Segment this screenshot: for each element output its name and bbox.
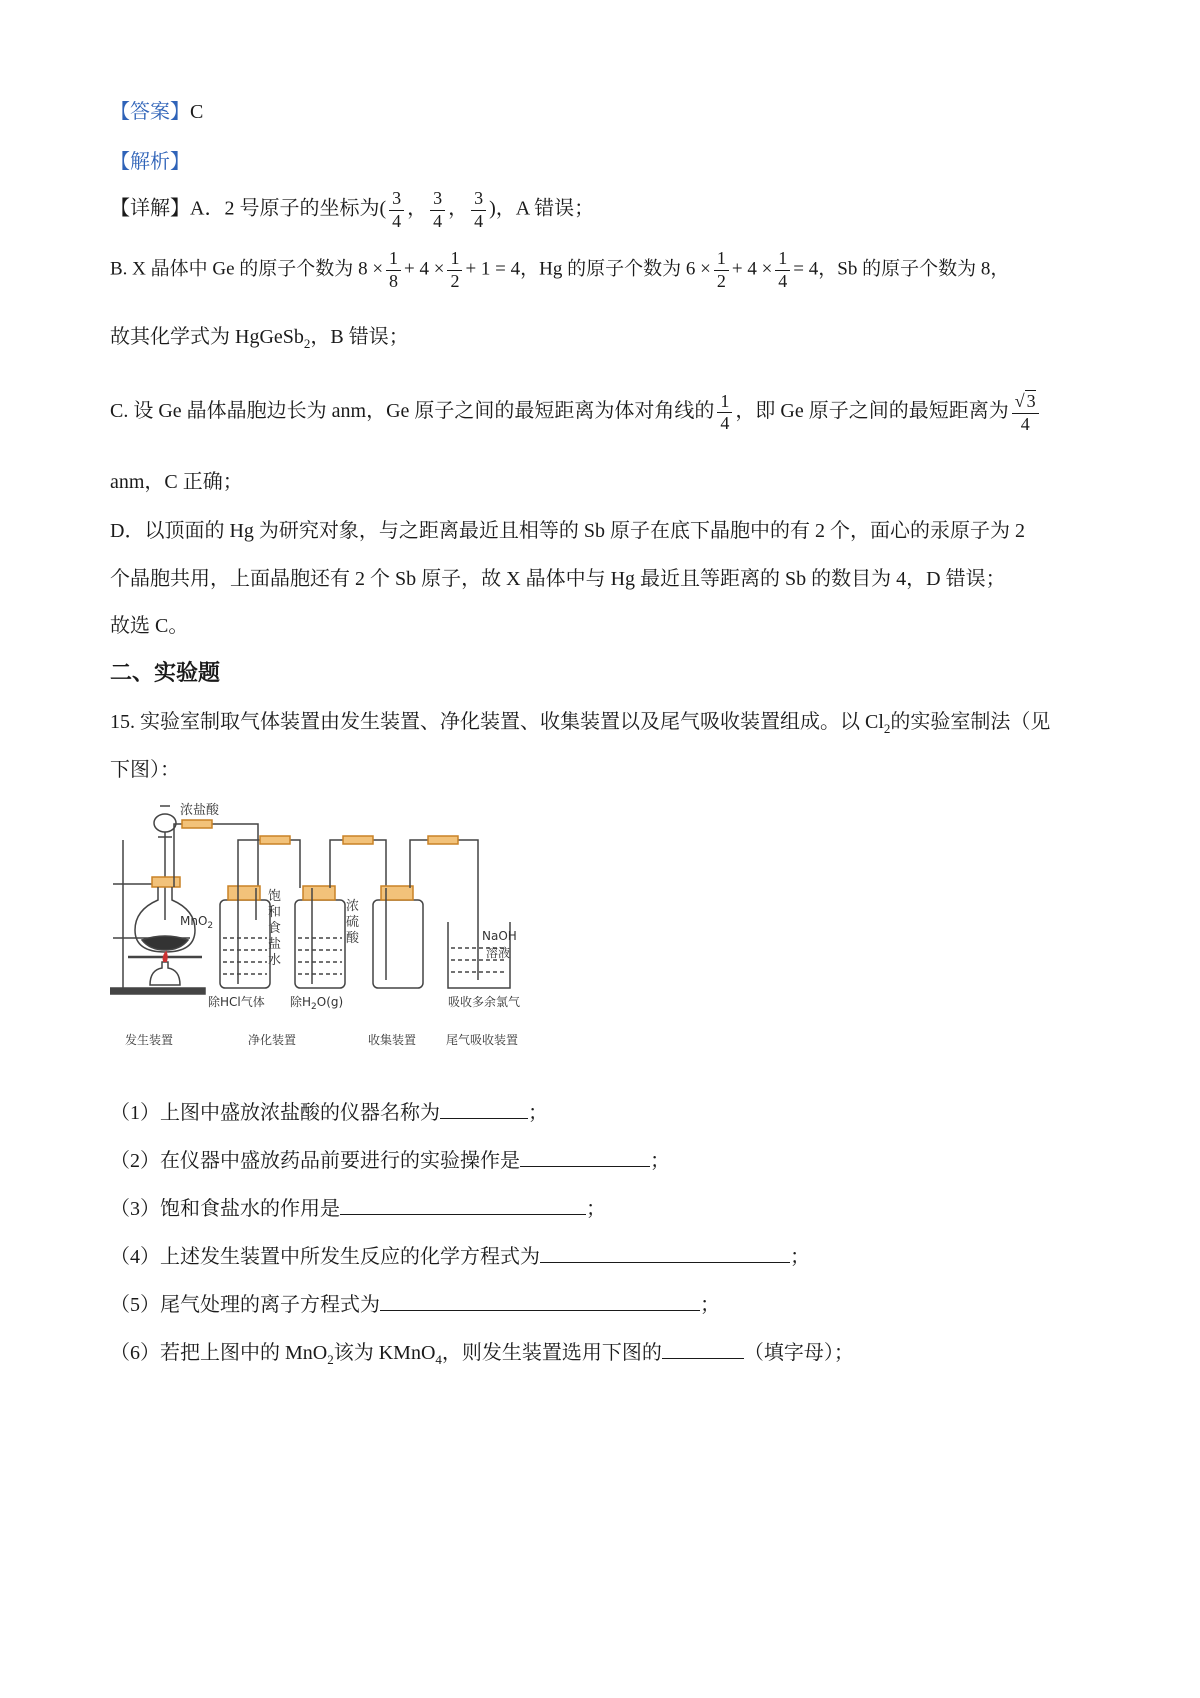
question-5: （5）尾气处理的离子方程式为 ； <box>110 1294 720 1316</box>
analysis-tag: 【解析】 <box>110 151 190 173</box>
detail-d-line2: 个晶胞共用，上面晶胞还有 2 个 Sb 原子，故 X 晶体中与 Hg 最近且等距离的 Sb 的数目为 4，D 错误； <box>110 568 1006 590</box>
caption-remove-hcl: 除HCl气体 <box>208 995 265 1009</box>
answer-blank-6[interactable] <box>662 1340 744 1359</box>
detail-b-line1: B. X 晶体中 Ge 的原子个数为 8 × $\frac{1}{8}$ + 4 × $\frac{1}{2}$ + 1 = 4，Hg 的原子个数为 6 × $\frac{1}{2}$ + 4 × $\frac{1}{4}$ = 4，Sb 的原子个数为 8， <box>110 248 1010 291</box>
stopper <box>152 877 180 887</box>
section-title: 二、实验题 <box>110 660 221 685</box>
label-naoh: NaOH <box>482 929 517 943</box>
fraction: $\frac{3}{4}$ <box>389 188 404 232</box>
conclusion: 故选 C。 <box>110 615 189 637</box>
label-mno2: MnO$_2$ <box>180 914 214 931</box>
answer-tag: 【答案】 <box>110 101 190 123</box>
stand-base <box>110 988 205 994</box>
vertical-label-char: 水 <box>268 953 282 968</box>
detail-tag: 【详解】 <box>110 197 190 220</box>
answer-blank-2[interactable] <box>520 1148 650 1167</box>
vertical-label-char: 酸 <box>346 931 360 946</box>
fraction: $\frac{1}{4}$ <box>775 248 790 292</box>
detail-a-line: 【详解】A．2 号原子的坐标为( $\frac{3}{4}$ ， $\frac{3}{4}$ ， $\frac{3}{4}$ )，A 错误； <box>110 188 595 231</box>
vertical-label-char: 盐 <box>268 937 282 952</box>
fraction: $\frac{1}{2}$ <box>447 248 462 292</box>
label-hydrochloric-acid: 浓盐酸 <box>180 803 220 818</box>
cl2-apparatus-figure <box>110 800 590 1070</box>
rubber-tube <box>182 820 212 828</box>
section-generator: 发生装置 <box>125 1033 174 1047</box>
detail-c-line2: anm，C 正确； <box>110 471 243 493</box>
delivery-tube <box>174 824 258 888</box>
answer-blank-3[interactable] <box>340 1196 586 1215</box>
caption-absorb-chlorine: 吸收多余氯气 <box>448 995 521 1009</box>
section-collection: 收集装置 <box>368 1033 417 1047</box>
fraction: $\frac{3}{4}$ <box>471 188 486 232</box>
detail-b-line2: 故其化学式为 HgGeSb$_2$，B 错误； <box>110 326 409 351</box>
detail-a-prefix: A．2 号原子的坐标为( <box>190 197 387 220</box>
detail-d-line1: D．以顶面的 Hg 为研究对象，与之距离最近且相等的 Sb 原子在底下晶胞中的有 2 个，面心的汞原子为 2 <box>110 520 1026 542</box>
sqrt-fraction: $\frac{√ 3}{4}$ <box>1012 390 1039 435</box>
q15-intro-line1: 15. 实验室制取气体装置由发生装置、净化装置、收集装置以及尾气吸收装置组成。以 $Cl_2$的实验室制法（见 <box>110 711 1051 736</box>
answer-blank-4[interactable] <box>540 1244 790 1263</box>
question-1: （1）上图中盛放浓盐酸的仪器名称为 ； <box>110 1102 548 1124</box>
caption-remove-water: 除$H_2O(g)$ <box>290 995 344 1012</box>
question-4: （4）上述发生装置中所发生反应的化学方程式为 ； <box>110 1246 810 1268</box>
fraction: $\frac{1}{4}$ <box>717 391 732 435</box>
vertical-label-char: 浓 <box>346 899 360 914</box>
wash-bottle-sulfuric <box>295 900 345 988</box>
vertical-label-char: 食 <box>268 921 282 936</box>
separatory-funnel <box>154 814 176 832</box>
wash-bottle-brine <box>220 900 270 988</box>
q15-intro-line2: 下图）： <box>110 759 180 781</box>
alcohol-lamp <box>150 962 180 985</box>
section-tail-gas: 尾气吸收装置 <box>446 1033 519 1047</box>
vertical-label-char: 和 <box>268 905 282 920</box>
section-purification: 净化装置 <box>248 1033 297 1047</box>
vertical-label-char: 硫 <box>346 915 360 930</box>
collection-bottle <box>373 900 423 988</box>
question-3: （3）饱和食盐水的作用是 ； <box>110 1198 606 1220</box>
vertical-label-char: 饱 <box>268 889 282 904</box>
fraction: $\frac{1}{8}$ <box>386 248 401 292</box>
fraction: $\frac{1}{2}$ <box>714 248 729 292</box>
label-conc-sulfuric-acid <box>346 899 360 946</box>
mno2-solid <box>142 936 188 950</box>
answer-blank-5[interactable] <box>380 1292 700 1311</box>
label-solution: 溶液 <box>486 946 511 960</box>
detail-c-line1: C. 设 Ge 晶体晶胞边长为 anm，Ge 原子之间的最短距离为体对角线的 $\frac{1}{4}$ ，即 Ge 原子之间的最短距离为 $\frac{√ 3}{4}$ <box>110 390 1042 435</box>
fraction: $\frac{3}{4}$ <box>430 188 445 232</box>
answer-line <box>110 100 203 124</box>
answer-value: C <box>190 101 204 123</box>
label-saturated-brine <box>268 888 281 968</box>
question-2: （2）在仪器中盛放药品前要进行的实验操作是 ； <box>110 1150 670 1172</box>
answer-blank-1[interactable] <box>440 1100 528 1119</box>
question-6: （6）若把上图中的 MnO$_2$该为 KMnO$_4$，则发生装置选用下图的 （填字母）； <box>110 1342 854 1367</box>
